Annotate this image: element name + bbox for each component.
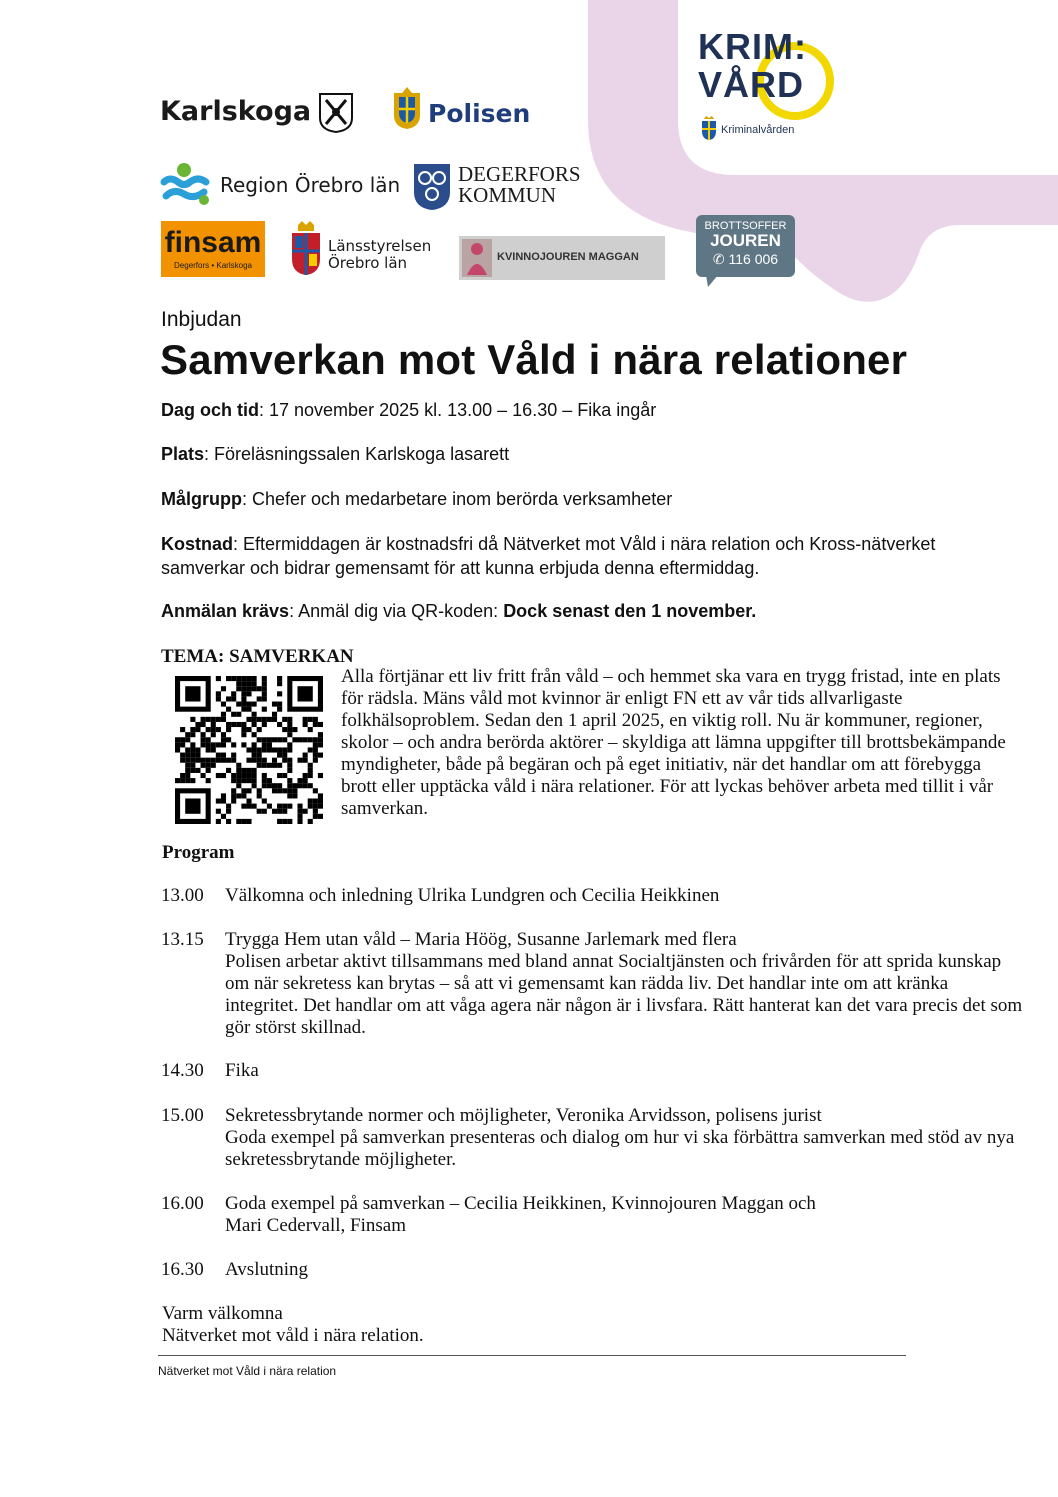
polisen-logo xyxy=(428,99,530,128)
degerfors-line2: KOMMUN xyxy=(458,183,557,207)
fact-registration-deadline: Dock senast den 1 november. xyxy=(503,601,757,621)
lansstyrelsen-line2: Örebro län xyxy=(328,254,408,272)
program-title: Fika xyxy=(225,1060,259,1081)
degerfors-line1: DEGERFORS xyxy=(458,162,581,186)
program-item xyxy=(161,1105,1041,1171)
brottsofferjouren-logo xyxy=(696,215,795,277)
krim-vard-logo xyxy=(698,28,807,104)
program-item xyxy=(161,885,1041,907)
registration-qr-code[interactable] xyxy=(175,676,323,824)
polisen-badge-icon xyxy=(390,85,424,131)
fact-registration xyxy=(161,599,971,623)
fact-audience xyxy=(161,487,971,511)
program-time: 16.00 xyxy=(161,1193,204,1214)
brottsoffer-line2: JOUREN xyxy=(710,231,781,250)
finsam-logo xyxy=(161,221,265,277)
intro-label: Inbjudan xyxy=(161,308,242,331)
region-orebro-logo xyxy=(220,173,400,197)
fact-date xyxy=(161,398,971,422)
kriminalvarden-crest-icon xyxy=(700,115,718,141)
finsam-sub: Degerfors • Karlskoga xyxy=(174,261,252,270)
program-desc: Goda exempel på samverkan presenteras och dialog om hur vi ska förbättra samverkan med stöd av nya sekretessbrytande möjligheter. xyxy=(225,1127,1015,1170)
program-item xyxy=(161,929,1041,1039)
program-item xyxy=(161,1193,1041,1237)
kvinnojouren-figure-icon xyxy=(462,239,492,277)
program-time: 15.00 xyxy=(161,1105,204,1126)
fact-place-label: Plats xyxy=(161,444,205,464)
fact-place xyxy=(161,442,971,466)
closing xyxy=(162,1303,424,1347)
program-title: Goda exempel på samverkan – Cecilia Heikkinen, Kvinnojouren Maggan och xyxy=(225,1193,816,1214)
program-heading: Program xyxy=(162,842,235,863)
fact-audience-label: Målgrupp xyxy=(161,489,242,509)
lansstyrelsen-crest-icon xyxy=(290,219,322,277)
lansstyrelsen-logo xyxy=(328,238,431,272)
fact-cost-value: : Eftermiddagen är kostnadsfri då Nätverket mot Våld i nära relation och Kross-nätverket samverkar och bidrar gemensamt för att kunna erbjuda denna eftermiddag. xyxy=(161,534,936,578)
program-title: Sekretessbrytande normer och möjligheter, Veronika Arvidsson, polisens jurist xyxy=(225,1105,822,1126)
kvinnojouren-name: KVINNOJOUREN MAGGAN xyxy=(497,251,639,263)
fact-registration-label: Anmälan krävs xyxy=(161,601,290,621)
fact-date-label: Dag och tid xyxy=(161,400,259,420)
footer-divider xyxy=(158,1355,906,1356)
region-orebro-name: Region Örebro län xyxy=(220,173,401,197)
brottsoffer-phone-row xyxy=(696,250,795,268)
program-title: Avslutning xyxy=(225,1259,309,1280)
fact-audience-value: : Chefer och medarbetare inom berörda verksamheter xyxy=(242,489,673,509)
brottsoffer-bubble-tail xyxy=(706,275,720,289)
page-title: Samverkan mot Våld i nära relationer xyxy=(160,336,908,383)
program-title: Välkomna och inledning Ulrika Lundgren och Cecilia Heikkinen xyxy=(225,885,720,906)
kvinnojouren-logo xyxy=(459,236,665,280)
kriminalvarden-name: Kriminalvården xyxy=(721,124,795,136)
program-time: 13.15 xyxy=(161,929,204,950)
fact-cost xyxy=(161,532,971,580)
program-item xyxy=(161,1259,1041,1281)
footer-text: Nätverket mot Våld i nära relation xyxy=(158,1364,337,1378)
krim-line1: KRIM: xyxy=(698,26,807,67)
tema-heading: TEMA: SAMVERKAN xyxy=(161,646,354,667)
karlskoga-logo xyxy=(160,96,311,127)
polisen-name: Polisen xyxy=(428,99,531,128)
closing-signature: Nätverket mot våld i nära relation. xyxy=(162,1325,424,1346)
program-desc: Mari Cedervall, Finsam xyxy=(225,1215,406,1236)
brottsoffer-line1: BROTTSOFFER xyxy=(704,220,787,232)
karlskoga-name: Karlskoga xyxy=(160,96,312,127)
program-time: 16.30 xyxy=(161,1259,204,1280)
program-desc: Polisen arbetar aktivt tillsammans med bland annat Socialtjänsten och frivården för att sprida kunskap om när sekretess kan brytas – så att vi gemensamt kan rädda liv. Det handlar inte om att kränka integritet. Det handlar om att våga agera när någon är i livsfara. Rätt hanterat kan det vara precis det som gör störst skillnad. xyxy=(225,951,1023,1038)
karlskoga-shield-icon xyxy=(318,92,354,134)
program-item xyxy=(161,1060,1041,1082)
phone-icon: ✆ xyxy=(712,251,729,267)
finsam-name: finsam xyxy=(164,226,262,259)
program-title: Trygga Hem utan våld – Maria Höög, Susanne Jarlemark med flera xyxy=(225,929,737,950)
degerfors-logo xyxy=(458,164,581,206)
brottsoffer-phone: 116 006 xyxy=(728,251,779,267)
fact-registration-value: : Anmäl dig via QR-koden: xyxy=(289,601,504,621)
fact-date-value: : 17 november 2025 kl. 13.00 – 16.30 – Fika ingår xyxy=(259,400,657,420)
program-time: 13.00 xyxy=(161,885,204,906)
fact-place-value: : Föreläsningssalen Karlskoga lasarett xyxy=(204,444,510,464)
krim-line2: VÅRD xyxy=(698,64,805,105)
degerfors-shield-icon xyxy=(412,162,452,212)
fact-cost-label: Kostnad xyxy=(161,534,233,554)
region-orebro-icon xyxy=(160,160,212,208)
program-time: 14.30 xyxy=(161,1060,204,1081)
closing-greeting: Varm välkomna xyxy=(162,1303,283,1324)
lansstyrelsen-line1: Länsstyrelsen xyxy=(328,237,432,255)
tema-text: Alla förtjänar ett liv fritt från våld – och hemmet ska vara en trygg fristad, inte en plats för rädsla. Mäns våld mot kvinnor är enligt FN ett av vår tids allvarligaste folkhälsoproblem. Sedan den 1 april 2025, en viktig roll. Nu är kommuner, regioner, skolor – och andra berörda aktörer – skyldiga att lämna uppgifter till brottsbekämpande myndigheter, både på begäran och på eget initiativ, när det handlar om att förebygga brott eller upptäcka våld i nära relationer. För att lyckas behöver arbeta med tillit i vår samverkan. xyxy=(341,666,1006,819)
